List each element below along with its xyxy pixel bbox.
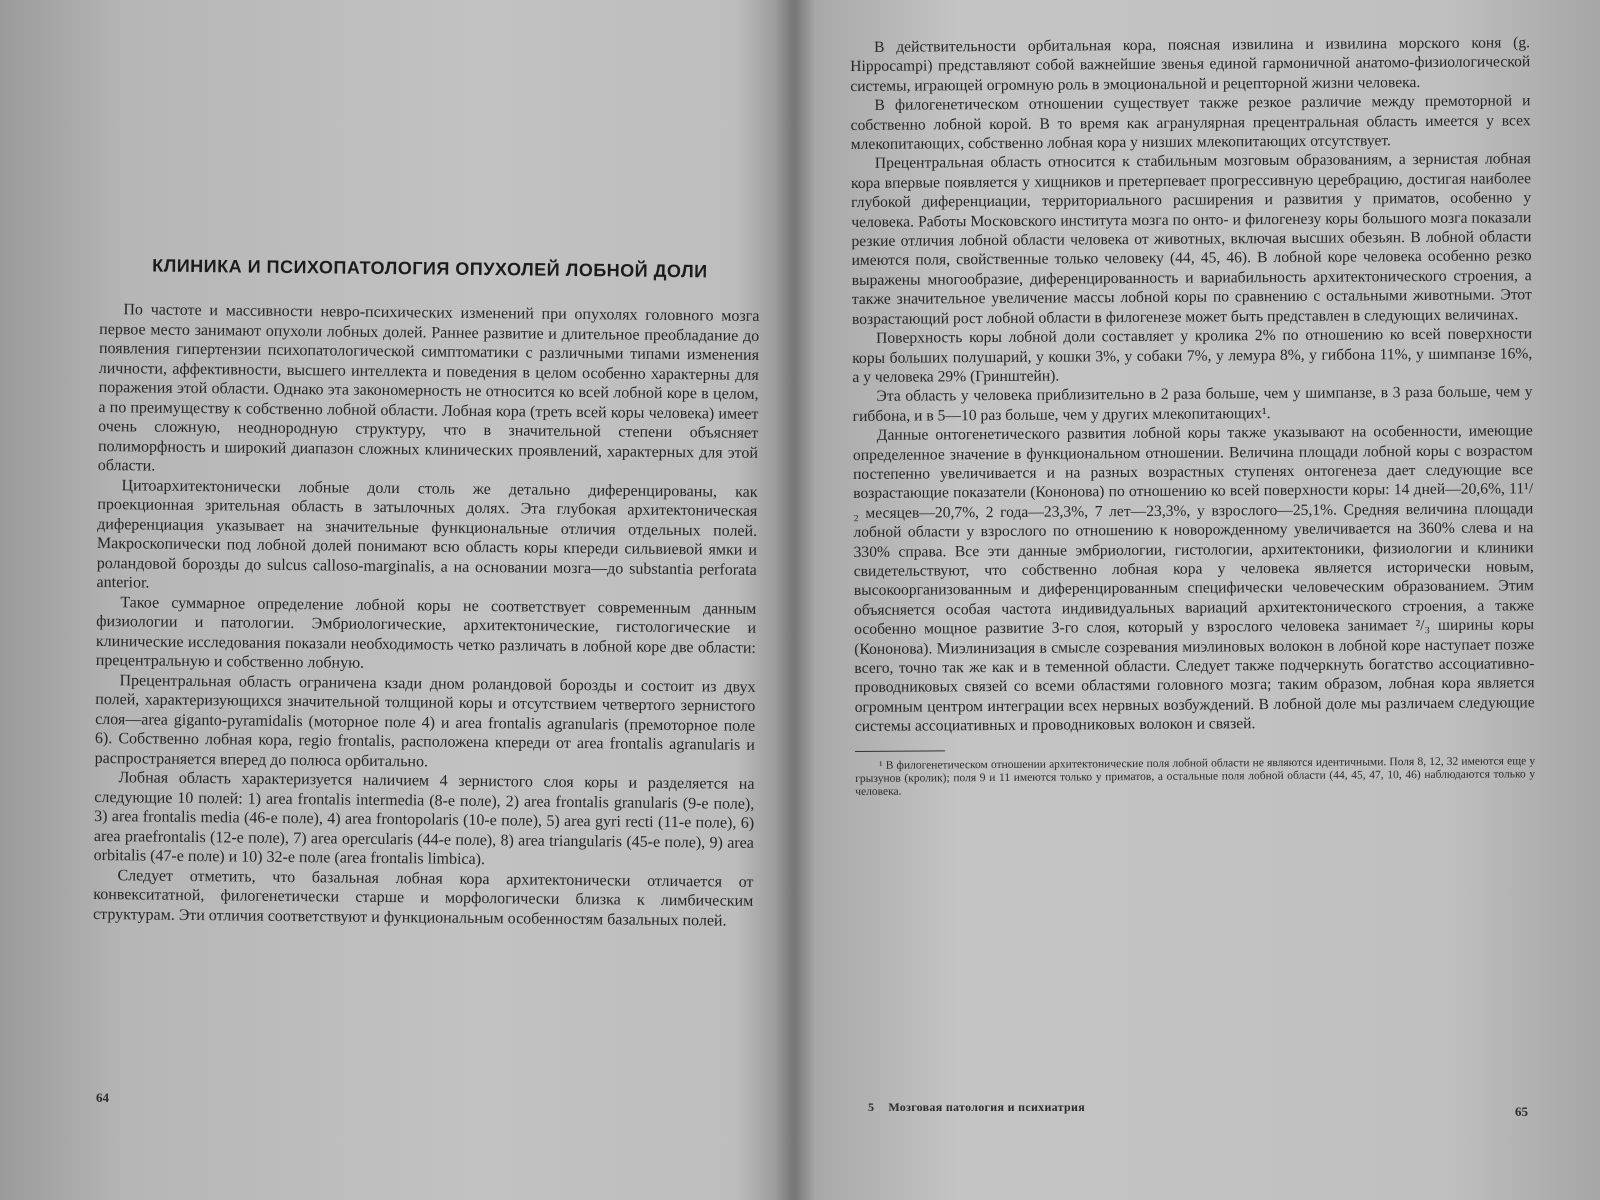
signature-mark: 5 <box>868 1100 875 1114</box>
right-paragraph: Поверхность коры лобной доли составляет у кролика 2% по отношению ко всей поверхности коры больших полушарий, у кошки 3%, у собаки 7%, у лемура 8%, у гиббона 11%, у шимпанзе 16%, а у человека 29% (Гринштейн). <box>852 325 1533 386</box>
footnote: ¹ В филогенетическом отношении архитектонические поля лобной области не являются идентичными. Поля 8, 12, 32 имеются еще у грызунов (кролик); поля 9 и 11 имеются только у приматов, а остальные поля лобной области (44, 45, 47, 10, 46) наблюдаются только у человека. <box>855 754 1536 798</box>
left-paragraph: Прецентральная область ограничена кзади дном роландовой борозды и состоит из двух полей, характеризующихся значительной толщиной коры и отсутствием четвертого зернистого слоя—area giganto-pyramidalis (моторное поле 4) и area frontalis agranularis (премоторное поле 6). Собственно лобная кора, regio frontalis, расположена кпереди от area frontalis agranularis и распространяется вперед до полюса орбитально. <box>94 671 756 770</box>
chapter-title: КЛИНИКА И ПСИХОПАТОЛОГИЯ ОПУХОЛЕЙ ЛОБНОЙ ДОЛИ <box>152 255 708 282</box>
right-page <box>850 33 1535 798</box>
right-paragraph: В филогенетическом отношении существует также резкое различие между премоторной и собственно лобной корой. В то время как агранулярная прецентральная область имеется у всех млекопитающих, собственно лобная кора у низших млекопитающих отсутствует. <box>850 92 1531 154</box>
footnote-rule <box>855 750 945 752</box>
right-paragraph: Данные онтогенетического развития лобной коры также указывают на особенности, имеющие определенное значение в функциональном отношении. Величина площади лобной коры с возрастом постепенно увеличивается и на разных возрастных ступенях онтогенеза дает следующие все возрастающие показатели (Кононова) по отношению ко всей поверхности коры: 14 дней—20,6%, 11¹/₂ месяцев—20,7%, 2 года—23,3%, 7 лет—23,3%, у взрослого—25,1%. Средняя величина площади лобной области у взрослого по отношению к новорожденному увеличивается на 360% слева и на 330% справа. Все эти данные эмбриологии, гистологии, архитектоники, физиологии и клиники свидетельствуют, что собственно лобная кора у человека является исторически новым, высокоорганизованным и диференцированным специфически человеческим образованием. Этим объясняется особая частота индивидуальных вариаций архитектонического строения, а также особенно мощное развитие 3-го слоя, который у взрослого человека занимает ²/₃ ширины коры (Кононова). Миэлинизация в смысле созревания миэлиновых волокон в лобной коре наступает позже всего, точно так же как и в теменной области. Следует также подчеркнуть богатство ассоциативно-проводниковых связей со всеми областями головного мозга; таким образом, лобная кора является огромным центром интеграции всех нервных возбуждений. В лобной доле мы различаем следующие системы ассоциативных и проводниковых волокон и связей. <box>852 422 1535 736</box>
right-paragraph: Прецентральная область относится к стабильным мозговым образованиям, а зернистая лобная кора впервые появляется у хищников и претерпевает прогрессивную церебрацию, достигая наиболее глубокой диференциации, территориального расширения и развития у приматов, особенно у человека. Работы Московского института мозга по онто- и филогенезу коры большого мозга показали резкие отличия лобной области человека от животных, включая высших обезьян. В лобной области имеются поля, свойственные только человеку (44, 45, 46). В лобной коре человека особенно резко выражены многообразие, диференцированность и вариабильность архитектонического строения, а также значительное увеличение массы лобной коры по сравнению с остальными животными. Этот возрастающий рост лобной области в филогенезе может быть представлен в следующих величинах. <box>850 150 1532 328</box>
left-paragraph: Лобная область характеризуется наличием 4 зернистого слоя коры и разделяется на следующие 10 полей: 1) area frontalis intermedia (8-е поле), 2) area frontalis granularis (9-е поле), 3) area frontalis media (46-е поле), 4) area frontopolaris (10-е поле), 5) area gyri recti (11-е поле), 6) area praefrontalis (12-е поле), 7) area opercularis (44-е поле), 8) area triangularis (45-е поле), 9) area orbitalis (47-е поле) и 10) 32-е поле (area frontalis limbica). <box>93 769 755 869</box>
left-page <box>93 255 760 931</box>
book-gutter <box>775 0 815 1200</box>
left-paragraph: Следует отметить, что базальная лобная кора архитектонически отличается от конвекситатной, филогенетически старше и морфологически близка к лимбическим структурам. Эти отличия соответствуют и функциональным особенностям базальных полей. <box>93 866 754 930</box>
running-footer-title: Мозговая патология и психиатрия <box>888 1100 1085 1114</box>
right-page-number: 65 <box>1515 1104 1528 1119</box>
running-footer <box>868 1100 1085 1115</box>
left-paragraph: Цитоархитектонически лобные доли столь же детально диференцированы, как проекционная зрительная область в затылочных долях. Эта глубокая архитектоническая диференциация указывает на значительные функциональные отличия отдельных полей. Макроскопически под лобной долей понимают всю область коры кпереди сильвиевой ямки и роландовой борозды до sulcus calloso-marginalis, а на основании мозга—до substantia perforata anterior. <box>96 476 758 592</box>
left-page-number: 64 <box>96 1090 109 1105</box>
right-paragraph: В действительности орбитальная кора, поясная извилина и извилина морского коня (g. Hippocampi) представляют собой важнейшие звенья единой гармоничной анатомо-физиологической системы, играющей огромную роль в эмоциональной и рецепторной жизни человека. <box>850 34 1531 95</box>
left-paragraph: Такое суммарное определение лобной коры не соответствует современным данным физиологии и патологии. Эмбриологические, архитектонические, гистологические и клинические исследования показали необходимость четко различать в лобной коре две области: прецентральную и собственно лобную. <box>95 593 757 672</box>
left-paragraph: По частоте и массивности невро-психических изменений при опухолях головного мозга первое место занимают опухоли лобных долей. Раннее развитие и длительное преобладание до появления гипертензии психопатологической симптоматики с различными типами изменения личности, аффективности, высшего интеллекта и поведения в целом особенно характерны для поражения этой области. Однако эта закономерность не относится ко всей лобной коре в целом, а по преимуществу к собственно лобной области. Лобная кора (треть всей коры человека) имеет очень сложную, неоднородную структуру, что в значительной степени объясняет полиморфность и широкий диапазон сложных клинических проявлений, характерных для этой области. <box>97 301 760 475</box>
right-paragraph: Эта область у человека приблизительно в 2 раза больше, чем у шимпанзе, в 3 раза больше, чем у гиббона, и в 5—10 раз больше, чем у других млекопитающих¹. <box>852 383 1533 425</box>
